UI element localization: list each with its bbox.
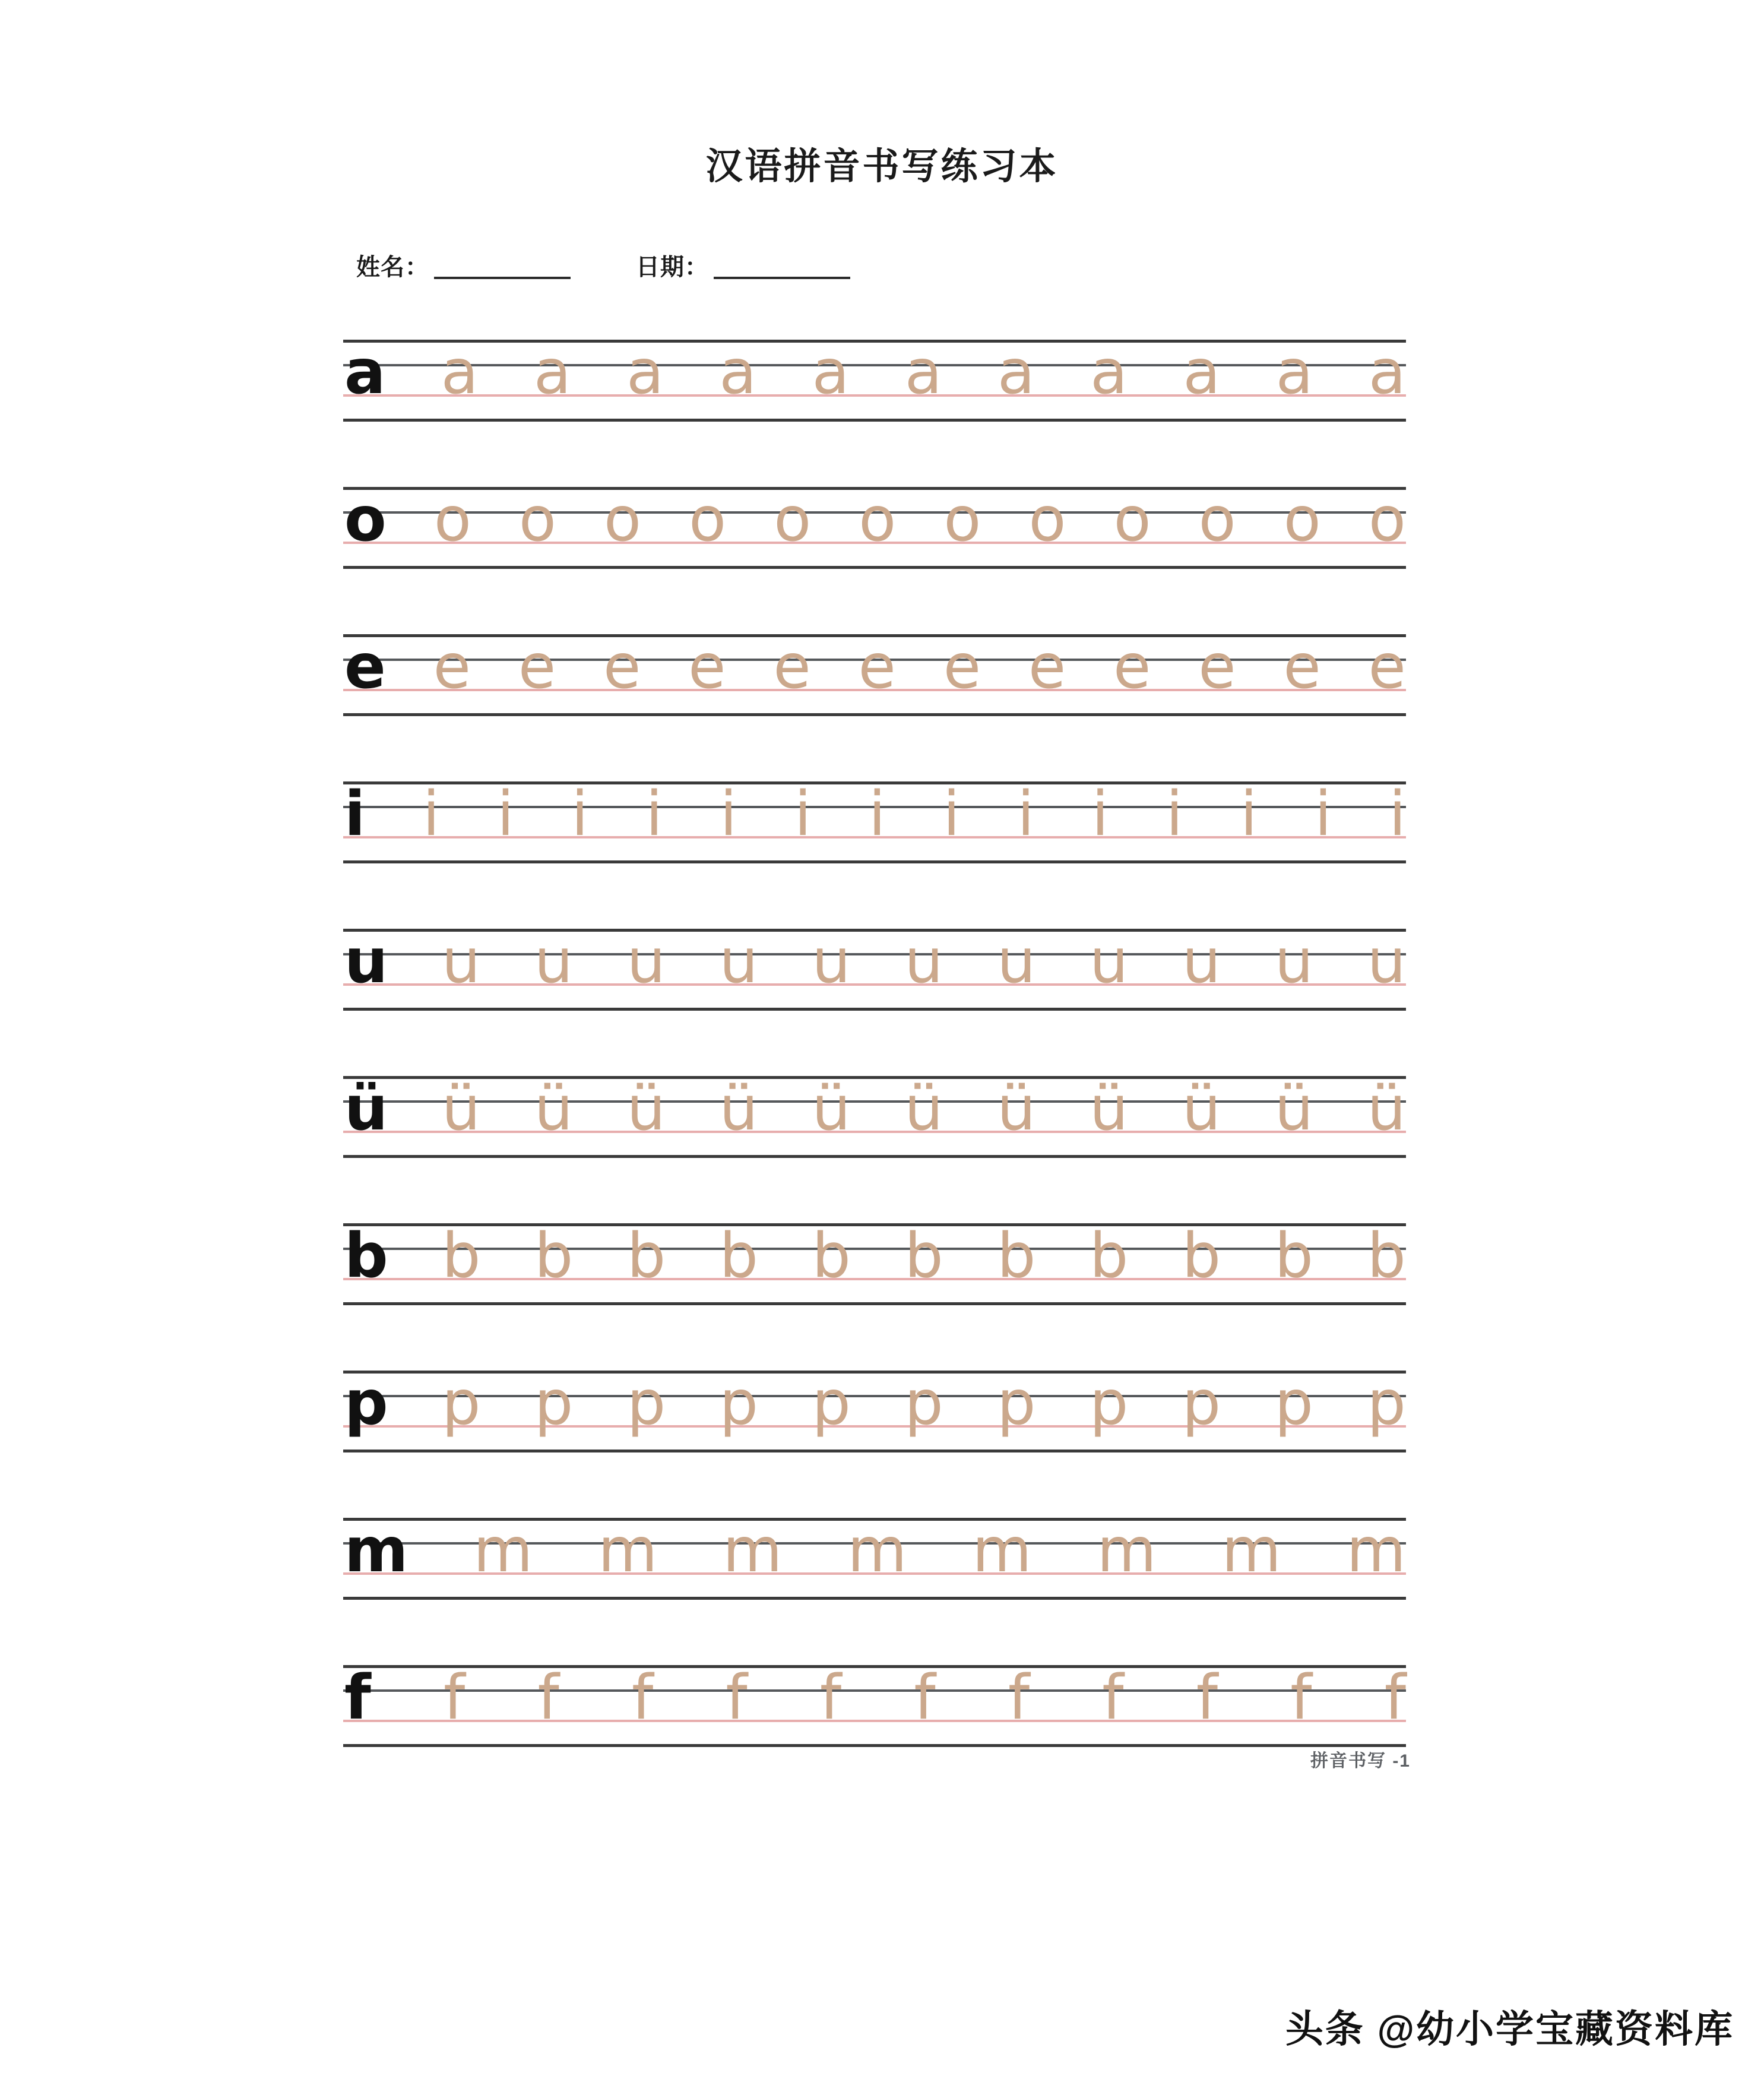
practice-stave-ü [343,1060,1406,1207]
trace-letter-e[interactable]: e [518,631,556,702]
trace-letter-a[interactable]: a [1275,337,1313,408]
model-letter-b: b [344,1220,388,1292]
trace-letter-u[interactable]: u [534,926,574,997]
trace-letter-i[interactable]: i [869,778,886,850]
trace-letter-ü[interactable]: ü [1367,1073,1406,1144]
model-letter-i: i [344,778,366,850]
letter-row [343,1355,1406,1473]
practice-stave-a [343,324,1406,471]
practice-stave-m [343,1502,1406,1649]
model-letter-o: o [344,484,387,555]
trace-letter-o[interactable]: o [604,484,642,555]
date-input-blank[interactable] [714,272,850,279]
practice-stave-list [343,324,1406,1796]
practice-stave-b [343,1207,1406,1355]
trace-letter-ü[interactable]: ü [719,1073,758,1144]
trace-letter-ü[interactable]: ü [812,1073,851,1144]
practice-stave-i [343,765,1406,913]
practice-stave-u [343,913,1406,1060]
trace-letter-p[interactable]: p [1367,1368,1406,1439]
trace-letter-b[interactable]: b [534,1220,574,1292]
trace-letter-i[interactable]: i [645,778,663,850]
trace-letter-f[interactable]: f [537,1662,559,1733]
model-letter-ü: ü [344,1073,388,1144]
name-input-blank[interactable] [434,272,571,279]
trace-letter-ü[interactable]: ü [441,1073,481,1144]
trace-letter-u[interactable]: u [441,926,481,997]
trace-letter-e[interactable]: e [773,631,811,702]
trace-letter-ü[interactable]: ü [1090,1073,1129,1144]
trace-letter-b[interactable]: b [1274,1220,1314,1292]
trace-letter-p[interactable]: p [997,1368,1036,1439]
trace-letter-i[interactable]: i [1166,778,1183,850]
trace-letter-a[interactable]: a [719,337,757,408]
trace-letter-e[interactable]: e [1113,631,1151,702]
trace-letter-m[interactable]: m [723,1515,783,1586]
trace-letter-i[interactable]: i [720,778,737,850]
trace-letter-o[interactable]: o [1113,484,1151,555]
trace-letter-o[interactable]: o [518,484,556,555]
letter-row [343,765,1406,884]
trace-letter-i[interactable]: i [1091,778,1109,850]
trace-letter-u[interactable]: u [719,926,758,997]
trace-letter-i[interactable]: i [794,778,812,850]
trace-letter-e[interactable]: e [858,631,896,702]
trace-letter-ü[interactable]: ü [1182,1073,1221,1144]
model-letter-p: p [344,1368,388,1439]
trace-letter-m[interactable]: m [1221,1515,1281,1586]
trace-letter-i[interactable]: i [1315,778,1332,850]
letter-row [343,1207,1406,1326]
trace-letter-ü[interactable]: ü [1274,1073,1314,1144]
trace-letter-b[interactable]: b [997,1220,1036,1292]
trace-letter-u[interactable]: u [997,926,1036,997]
trace-letter-ü[interactable]: ü [997,1073,1036,1144]
trace-letter-m[interactable]: m [1346,1515,1406,1586]
name-label: 姓名： [356,254,429,280]
trace-letter-a[interactable]: a [533,337,571,408]
trace-letter-e[interactable]: e [1028,631,1066,702]
trace-letter-p[interactable]: p [534,1368,574,1439]
trace-letter-b[interactable]: b [719,1220,759,1292]
trace-letter-m[interactable]: m [473,1515,533,1586]
trace-letter-i[interactable]: i [1240,778,1258,850]
trace-letter-p[interactable]: p [719,1368,759,1439]
model-letter-m: m [344,1515,408,1586]
practice-stave-o [343,471,1406,618]
trace-letter-o[interactable]: o [1028,484,1066,555]
trace-letter-b[interactable]: b [904,1220,943,1292]
trace-letter-a[interactable]: a [626,337,664,408]
model-letter-f: f [344,1662,371,1733]
trace-letter-a[interactable]: a [812,337,850,408]
trace-letter-e[interactable]: e [433,631,471,702]
name-field-group [356,255,571,279]
date-label: 日期： [636,254,709,280]
trace-letter-p[interactable]: p [904,1368,943,1439]
trace-letter-o[interactable]: o [689,484,727,555]
trace-letter-i[interactable]: i [497,778,514,850]
practice-stave-e [343,618,1406,765]
trace-letter-u[interactable]: u [1274,926,1314,997]
trace-letter-a[interactable]: a [1183,337,1221,408]
trace-letter-o[interactable]: o [859,484,897,555]
trace-letter-i[interactable]: i [1017,778,1034,850]
trace-letter-e[interactable]: e [1198,631,1236,702]
date-field-group [636,255,850,279]
trace-letter-b[interactable]: b [442,1220,481,1292]
trace-letter-o[interactable]: o [1198,484,1236,555]
practice-stave-p [343,1355,1406,1502]
trace-letter-p[interactable]: p [1274,1368,1314,1439]
trace-letter-ü[interactable]: ü [626,1073,666,1144]
trace-letter-f[interactable]: f [914,1662,936,1733]
trace-letter-b[interactable]: b [1182,1220,1221,1292]
trace-letter-i[interactable]: i [422,778,440,850]
trace-letter-ü[interactable]: ü [534,1073,574,1144]
trace-letter-ü[interactable]: ü [904,1073,943,1144]
trace-letter-f[interactable]: f [1384,1662,1406,1733]
trace-letter-o[interactable]: o [1368,484,1406,555]
trace-letter-f[interactable]: f [819,1662,842,1733]
trace-letter-o[interactable]: o [1283,484,1321,555]
trace-letter-i[interactable]: i [571,778,588,850]
trace-letter-f[interactable]: f [631,1662,654,1733]
page-number-tag: 拼音书写 -1 [1310,1751,1411,1771]
trace-letter-o[interactable]: o [774,484,812,555]
trace-letter-b[interactable]: b [626,1220,666,1292]
trace-letter-u[interactable]: u [1182,926,1221,997]
trace-letter-m[interactable]: m [972,1515,1032,1586]
letter-row [343,1649,1406,1768]
trace-letter-m[interactable]: m [1097,1515,1157,1586]
trace-letter-m[interactable]: m [847,1515,907,1586]
trace-letter-m[interactable]: m [598,1515,658,1586]
page-title: 汉语拼音书写练习本 [705,146,1059,187]
trace-letter-a[interactable]: a [441,337,479,408]
trace-letter-u[interactable]: u [626,926,666,997]
trace-letter-p[interactable]: p [442,1368,481,1439]
letter-row [343,1502,1406,1621]
trace-letter-o[interactable]: o [943,484,981,555]
trace-letter-e[interactable]: e [943,631,981,702]
letter-row [343,913,1406,1031]
letter-row [343,324,1406,442]
trace-letter-e[interactable]: e [1368,631,1406,702]
practice-stave-f [343,1649,1406,1796]
letter-row [343,1060,1406,1179]
trace-letter-p[interactable]: p [1182,1368,1221,1439]
student-meta-row [356,255,850,279]
source-watermark: 头条 @幼小学宝藏资料库 [1285,2008,1734,2050]
trace-letter-a[interactable]: a [904,337,942,408]
trace-letter-b[interactable]: b [1089,1220,1129,1292]
trace-letter-u[interactable]: u [1090,926,1129,997]
letter-row [343,618,1406,737]
trace-letter-o[interactable]: o [433,484,471,555]
trace-letter-f[interactable]: f [1196,1662,1218,1733]
trace-letter-a[interactable]: a [997,337,1035,408]
model-letter-e: e [344,631,386,702]
trace-letter-u[interactable]: u [812,926,851,997]
model-letter-u: u [344,926,388,997]
model-letter-a: a [344,337,386,408]
trace-letter-e[interactable]: e [688,631,726,702]
trace-letter-u[interactable]: u [1367,926,1406,997]
trace-letter-f[interactable]: f [1102,1662,1124,1733]
trace-letter-f[interactable]: f [1290,1662,1312,1733]
trace-letter-e[interactable]: e [1283,631,1321,702]
trace-letter-f[interactable]: f [726,1662,748,1733]
trace-letter-p[interactable]: p [1089,1368,1129,1439]
letter-row [343,471,1406,590]
trace-letter-f[interactable]: f [1008,1662,1030,1733]
trace-letter-u[interactable]: u [904,926,943,997]
trace-letter-p[interactable]: p [626,1368,666,1439]
trace-letter-e[interactable]: e [603,631,641,702]
trace-letter-a[interactable]: a [1368,337,1406,408]
trace-letter-b[interactable]: b [812,1220,851,1292]
trace-letter-f[interactable]: f [444,1662,465,1733]
trace-letter-i[interactable]: i [943,778,960,850]
trace-letter-b[interactable]: b [1367,1220,1406,1292]
trace-letter-i[interactable]: i [1389,778,1406,850]
trace-letter-p[interactable]: p [812,1368,851,1439]
trace-letter-a[interactable]: a [1090,337,1128,408]
